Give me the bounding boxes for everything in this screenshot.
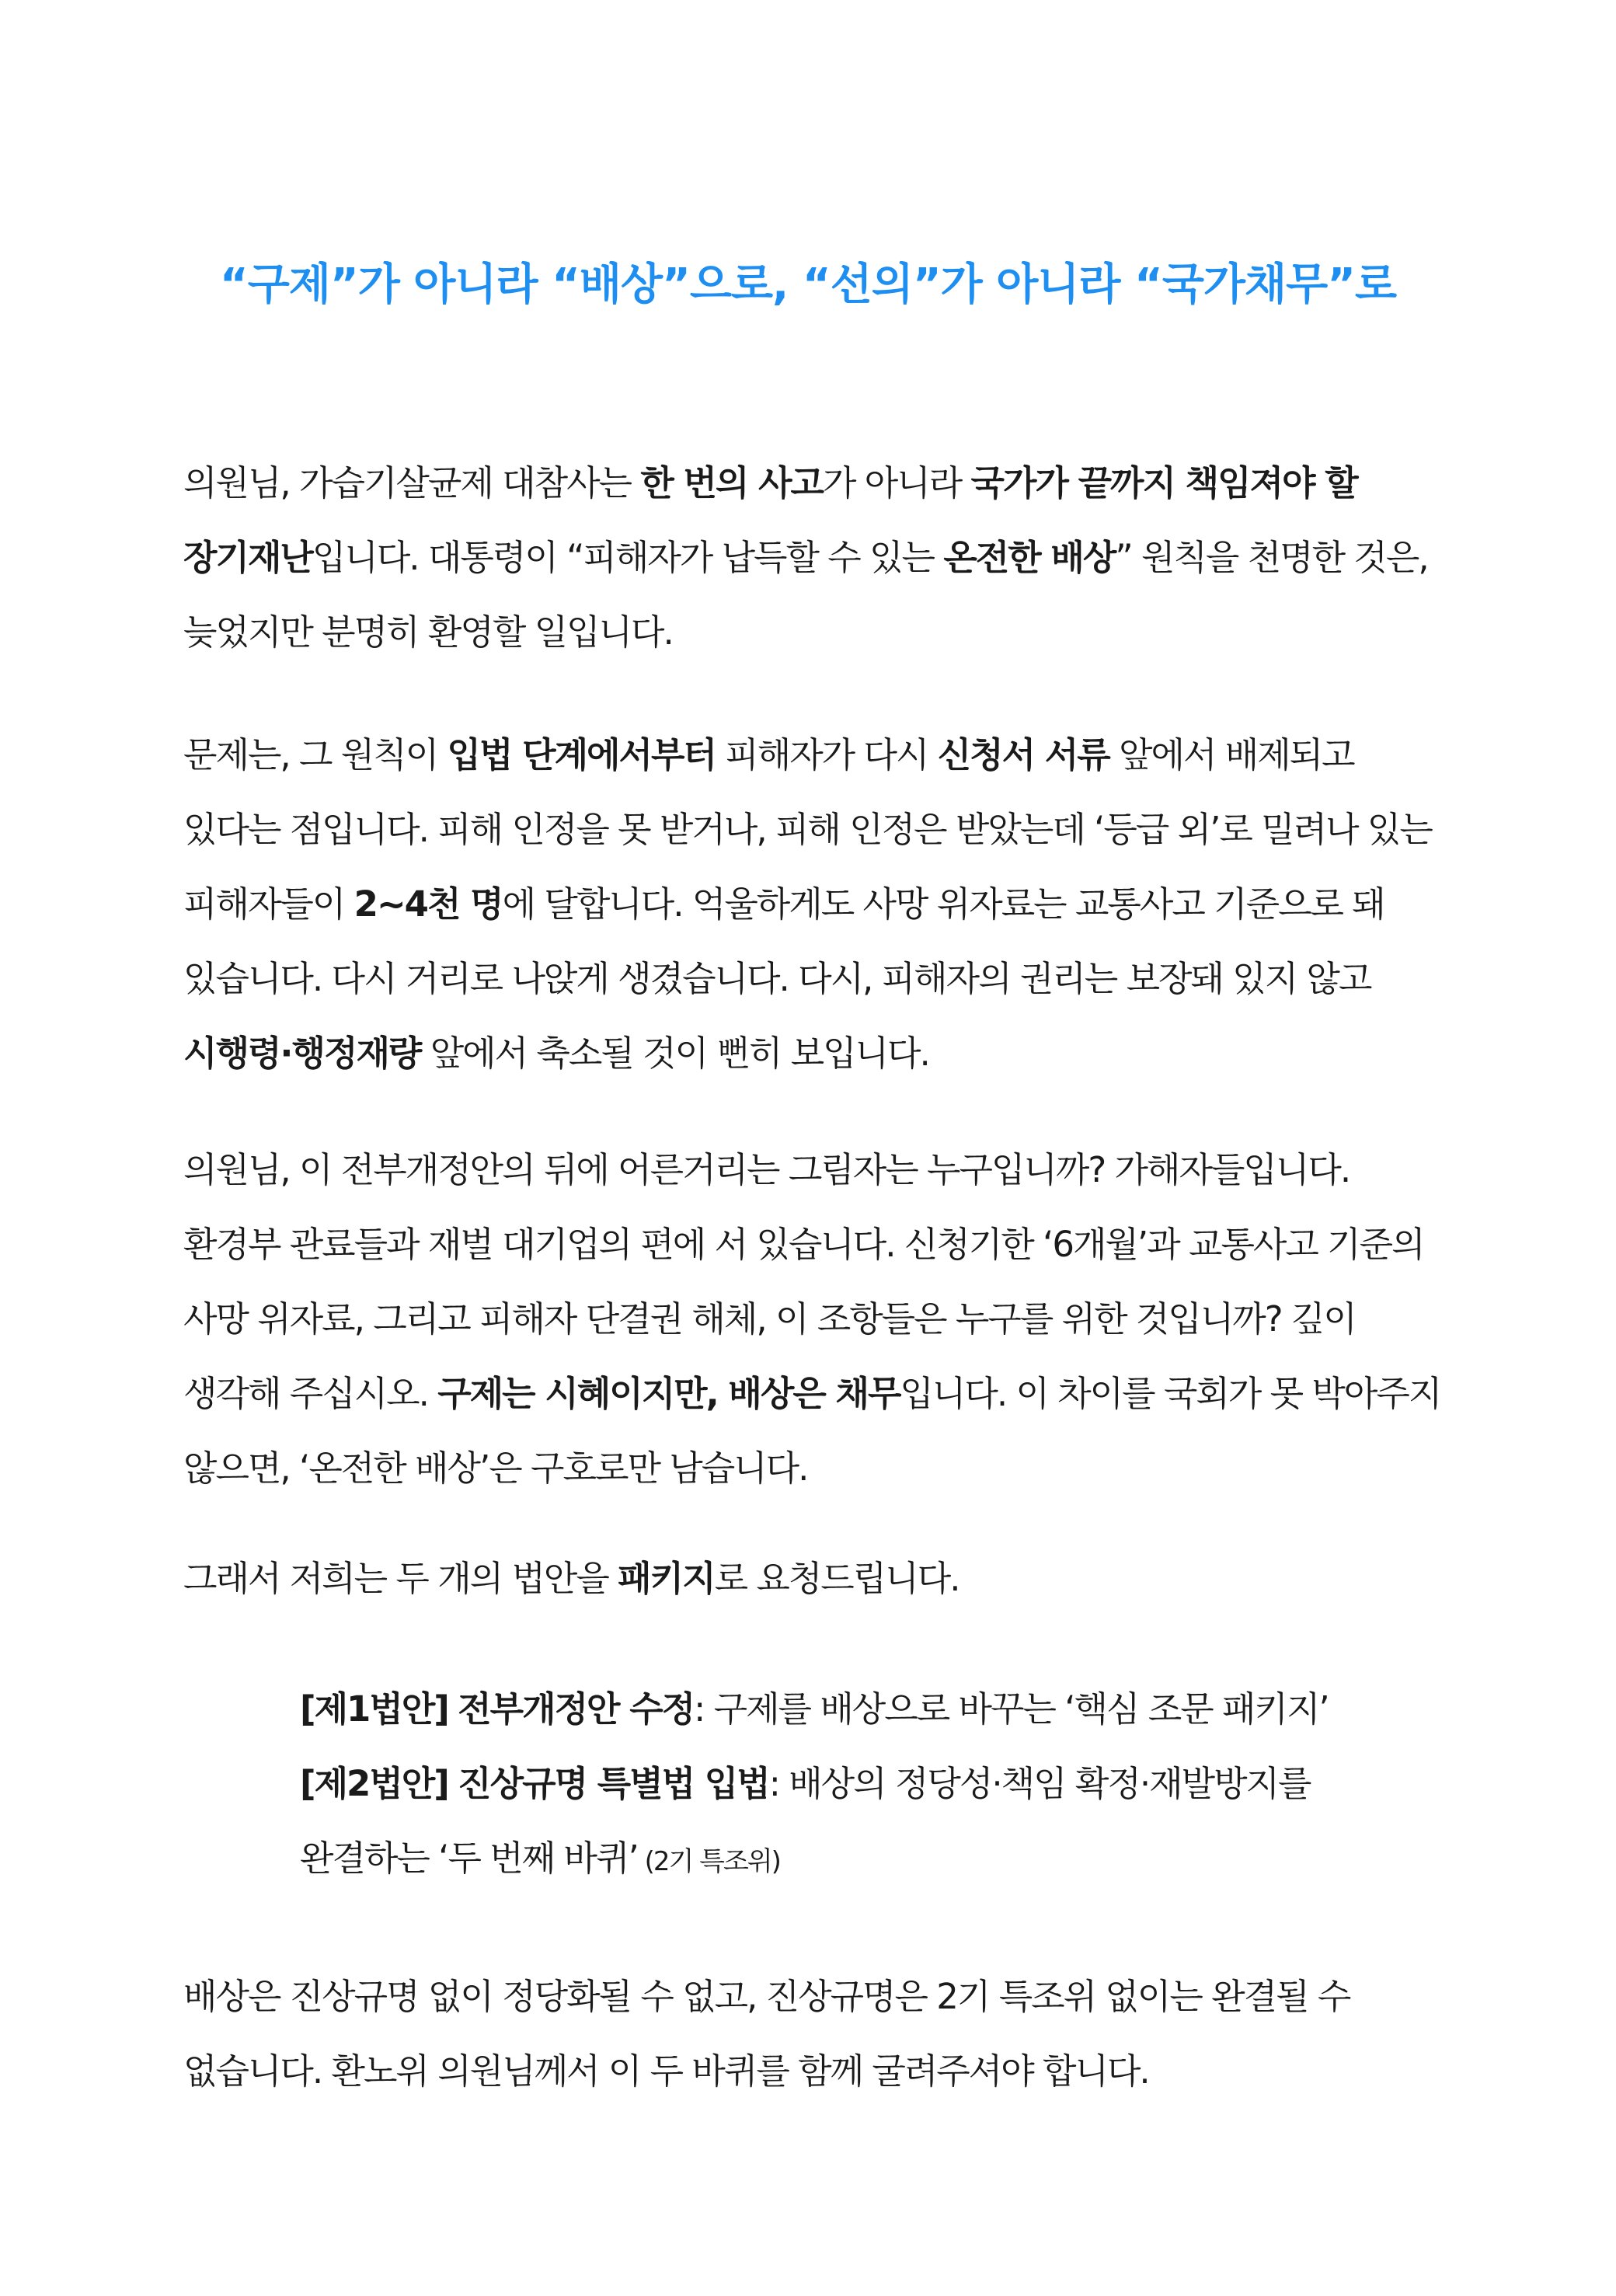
emphasis-text: 입법 단계에서부터: [447, 734, 716, 775]
law-list: [300, 1672, 1442, 1899]
emphasis-text: 패키지: [618, 1558, 715, 1599]
emphasis-text: 국가가 끝까지 책임져야 할 장기재난: [183, 462, 1357, 578]
law-name: 진상규명 특별법 입법: [458, 1763, 769, 1804]
paragraph-conclusion: [183, 1960, 1442, 2109]
emphasis-text: 구제는 시혜이지만, 배상은 채무: [437, 1373, 900, 1414]
emphasis-text: 한 번의 사고: [640, 462, 824, 503]
text-segment: 입니다. 대통령이 “피해자가 납득할 수 있는: [312, 537, 944, 578]
text-segment: 가 아니라: [823, 462, 971, 503]
text-segment: 그래서 저희는 두 개의 법안을: [183, 1558, 618, 1599]
law-description: : 배상의 정당성·책임 확정·재발방지를 완결하는 ‘두 번째 바퀴’: [300, 1763, 1311, 1879]
text-segment: ” 원칙을 천명한 것은, 늦었지만 분명히 환영할 일입니다.: [183, 537, 1428, 653]
paragraph-problem: [183, 718, 1442, 1091]
emphasis-text: 온전한 배상: [943, 537, 1116, 578]
text-segment: 피해자가 다시: [715, 734, 938, 775]
law-tag: [제2법안]: [300, 1763, 448, 1804]
text-segment: 로 요청드립니다.: [714, 1558, 960, 1599]
text-segment: 에 달합니다. 억울하게도 사망 위자료는 교통사고 기준으로 돼 있습니다. 다시 거리로 나앉게 생겼습니다. 다시, 피해자의 권리는 보장돼 있지 않고: [183, 883, 1384, 999]
emphasis-text: 시행령·행정재량: [183, 1033, 421, 1074]
text-segment: 앞에서 축소될 것이 뻔히 보입니다.: [420, 1033, 929, 1074]
text-segment: 앞에서 배제되고 있다는 점입니다. 피해 인정을 못 받거나, 피해 인정은 받았는데 ‘등급 외’로 밀려나 있는 피해자들이: [183, 734, 1432, 925]
law-tag: [제1법안]: [300, 1688, 448, 1730]
law-item-1: [300, 1672, 1442, 1747]
text-segment: 의원님, 가습기살균제 대참사는: [183, 462, 641, 503]
text-segment: 배상은 진상규명 없이 정당화될 수 없고, 진상규명은 2기 특조위 없이는 완결될 수 없습니다. 환노위 의원님께서 이 두 바퀴를 함께 굴려주셔야 합니다.: [183, 1976, 1350, 2092]
emphasis-text: 2~4천 명: [354, 883, 503, 925]
text-segment: 입니다. 이 차이를 국회가 못 박아주지 않으면, ‘온전한 배상’은 구호로만 남습니다.: [183, 1373, 1441, 1489]
paragraph-question: [183, 1133, 1442, 1506]
paragraph-request: [183, 1542, 1442, 1616]
text-segment: 문제는, 그 원칙이: [183, 734, 448, 775]
law-name: 전부개정안 수정: [458, 1688, 695, 1730]
page-title: “구제”가 아니라 “배상”으로, “선의”가 아니라 “국가채무”로: [219, 260, 1397, 310]
text-segment: 의원님, 이 전부개정안의 뒤에 어른거리는 그림자는 누구입니까? 가해자들입니다. 환경부 관료들과 재벌 대기업의 편에 서 있습니다. 신청기한 ‘6개월’과 교통사고 기준의 사망 위자료, 그리고 피해자 단결권 해체, 이 조항들은 누구를 위한 것입니까? 깊이 생각해 주십시오.: [183, 1149, 1424, 1414]
paragraph-intro: [183, 446, 1442, 670]
emphasis-text: 신청서 서류: [937, 734, 1109, 775]
law-note: (2기 특조위): [637, 1846, 780, 1877]
law-description: : 구제를 배상으로 바꾸는 ‘핵심 조문 패키지’: [694, 1688, 1329, 1730]
law-item-2: [300, 1747, 1442, 1899]
